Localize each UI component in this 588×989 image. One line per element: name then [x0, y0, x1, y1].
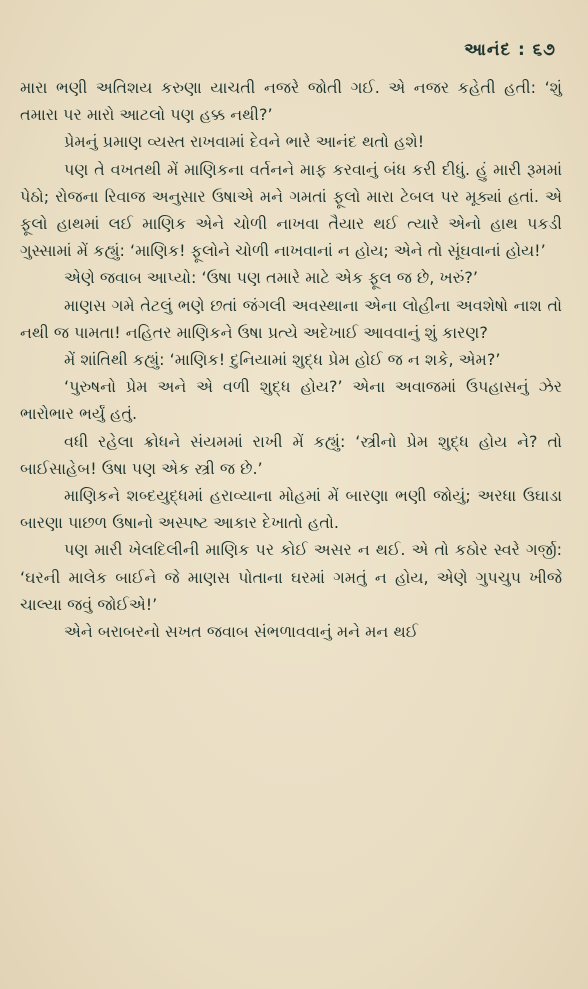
paragraph: વધી રહેલા ક્રોધને સંયમમાં રાખી મેં કહ્યું: ‘સ્ત્રીનો પ્રેમ શુદ્ધ હોય ને? તો બાઈસાહેબ! ઉષા પણ એક સ્ત્રી જ છે.’ — [20, 431, 562, 478]
paragraph: મેં શાંતિથી કહ્યું: ‘માણિક! દુનિયામાં શુદ્ધ પ્રેમ હોઈ જ ન શકે, એમ?’ — [64, 350, 501, 370]
paragraph: માણિકને શબ્દયુદ્ધમાં હરાવ્યાના મોહમાં મેં બારણા ભણી જોયું; અરધા ઉઘાડા બારણા પાછળ ઉષાનો અસ્પષ્ટ આકાર દેખાતો હતો. — [20, 486, 562, 533]
paragraph: મારા ભણી અતિશય કરુણા યાચતી નજરે જોતી ગઈ. એ નજર કહેતી હતી: ‘શું તમારા પર મારો આટલો પણ હક્ક નથી?’ — [20, 78, 562, 125]
paragraph: ‘પુરુષનો પ્રેમ અને એ વળી શુદ્ધ હોય?’ એના અવાજમાં ઉપહાસનું ઝેર ભારોભાર ભર્યું હતું. — [20, 377, 562, 424]
paragraph: એણે જવાબ આપ્યો: ‘ઉષા પણ તમારે માટે એક ફૂલ જ છે, ખરું?’ — [64, 268, 478, 288]
paragraph: એને બરાબરનો સખત જવાબ સંભળાવવાનું મને મન થઈ — [64, 622, 419, 642]
paragraph: પણ મારી ખેલદિલીની માણિક પર કોઈ અસર ન થઈ. એ તો કઠોર સ્વરે ગર્જી: ‘ઘરની માલેક બાઈને જે માણસ પોતાના ઘરમાં ગમતું ન હોય, એણે ગુપચુપ ખીજે ચાલ્યા જવું જોઈએ!’ — [20, 540, 562, 614]
body-text — [20, 74, 562, 645]
paragraph: પ્રેમનું પ્રમાણ વ્યસ્ત રાખવામાં દેવને ભારે આનંદ થતો હશે! — [64, 132, 425, 152]
running-head: આનંદ : ૬૭ — [464, 40, 556, 60]
paragraph: માણસ ગમે તેટલું ભણે છતાં જંગલી અવસ્થાના એના લોહીના અવશેષો નાશ તો નથી જ પામતા! નહિતર માણિકને ઉષા પ્રત્યે અદેખાઈ આવવાનું શું કારણ? — [20, 295, 562, 342]
paragraph: પણ તે વખતથી મેં માણિકના વર્તનને માફ કરવાનું બંધ કરી દીધું. હું મારી રૂમમાં પેઠો; રોજના રિવાજ અનુસાર ઉષાએ મને ગમતાં ફૂલો મારા ટેબલ પર મૂક્યાં હતાં. એ ફૂલો હાથમાં લઈ માણિક એને ચોળી નાખવા તૈયાર થઈ ત્યારે એનો હાથ પકડી ગુસ્સામાં મેં કહ્યું: ‘માણિક! ફૂલોને ચોળી નાખવાનાં ન હોય; એને તો સૂંઘવાનાં હોય!’ — [20, 159, 562, 261]
